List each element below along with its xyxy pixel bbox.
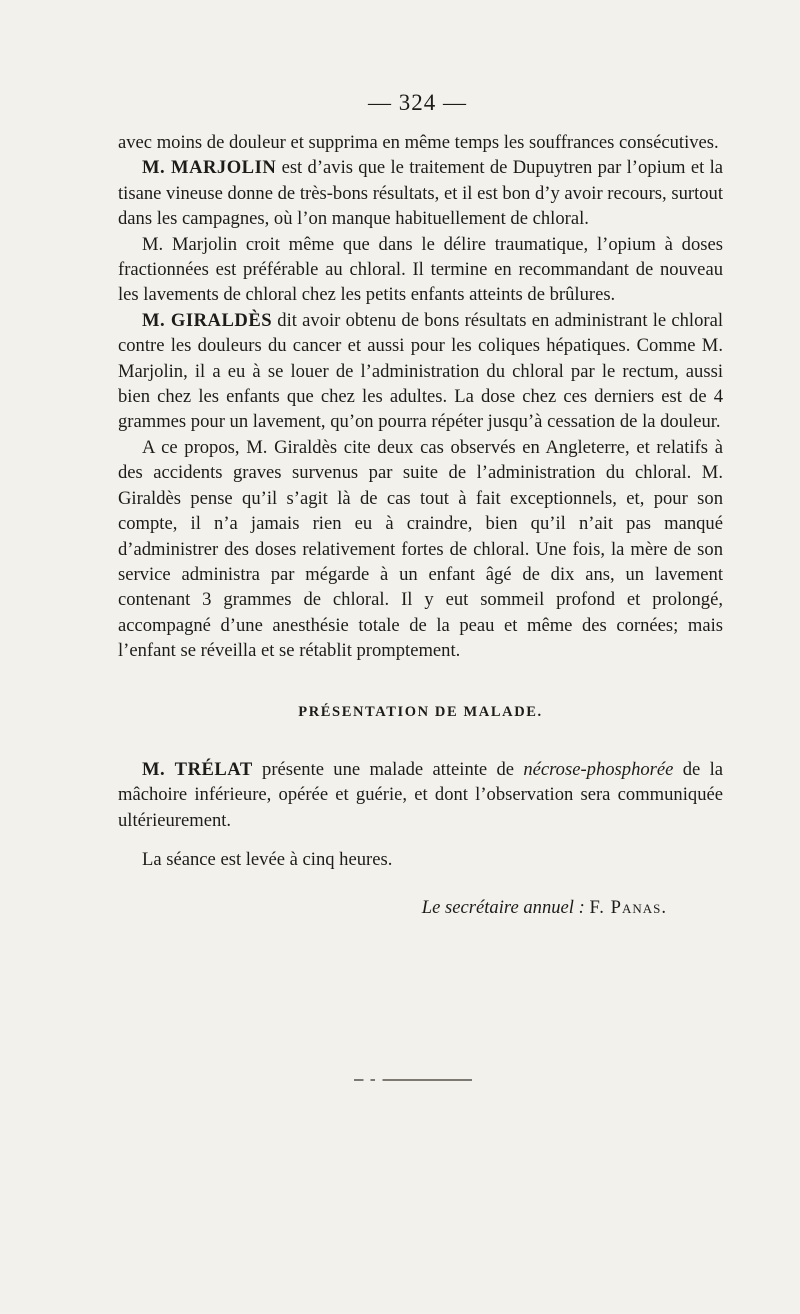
speaker-trelat: M. TRÉLAT bbox=[142, 758, 253, 780]
paragraph-5: A ce propos, M. Giraldès cite deux cas observés en Angleterre, et relatifs à des accidents graves survenus par suite de l’administration du chloral. M. Giraldès pense qu’il s’agit là de cas tout à fait exceptionnels, et, pour son compte, il n’a jamais rien eu à craindre, bien qu’il n’ait pas manqué d’administrer des doses relativement fortes de chloral. Une fois, la mère de son service administra par mégarde à un enfant âgé de dix ans, un lavement contenant 3 grammes de chloral. Il y eut sommeil profond et prolongé, accompagné d’une anesthésie totale de la peau et même des cornées; mais l’enfant se réveilla et se rétablit promptement. bbox=[118, 436, 723, 662]
body-text bbox=[118, 130, 723, 920]
signature-role: Le secrétaire annuel : bbox=[421, 896, 585, 918]
closing-rule bbox=[354, 1079, 472, 1081]
paragraph-6-italic: nécrose-phosphorée bbox=[523, 758, 674, 780]
paragraph-3: M. Marjolin croit même que dans le délire traumatique, l’opium à doses fractionnées est préférable au chloral. Il termine en recommandant de nouveau les lavements de chloral chez les petits enfants atteints de brûlures. bbox=[118, 233, 723, 306]
paragraph-6-text-a: présente une malade atteinte de bbox=[252, 758, 524, 780]
paragraph-4 bbox=[118, 308, 723, 435]
section-heading: PRÉSENTATION DE MALADE. bbox=[298, 703, 543, 720]
page-number: — 324 — bbox=[368, 90, 467, 115]
paragraph-1: avec moins de douleur et supprima en même temps les souffrances consécutives. bbox=[118, 132, 719, 153]
signature bbox=[118, 895, 723, 920]
paragraph-4-text: dit avoir obtenu de bons résultats en administrant le chloral contre les douleurs du cancer et aussi pour les coliques hépatiques. Comme M. Marjolin, il a eu à se louer de l’administration du chloral par le rectum, aussi bien chez les enfants que chez les adultes. La dose chez ces derniers est de 4 grammes pour un lavement, qu’on pourra répéter jusqu’à cessation de la douleur. bbox=[118, 309, 723, 433]
signature-name: F. Panas. bbox=[589, 896, 667, 918]
speaker-marjolin: M. MARJOLIN bbox=[142, 157, 277, 179]
paragraph-6-text-b: de la mâchoire inférieure, opérée et guérie, et dont l’observation sera communiquée ultérieurement. bbox=[118, 758, 723, 831]
closing-line: La séance est levée à cinq heures. bbox=[142, 849, 393, 871]
paragraph-6 bbox=[118, 757, 723, 833]
paragraph-2 bbox=[118, 155, 723, 231]
paragraph-2-text: est d’avis que le traitement de Dupuytren par l’opium et la tisane vineuse donne de très-bons résultats, et il est bon d’y avoir recours, surtout dans les campagnes, où l’on manque habituellement de chloral. bbox=[118, 157, 723, 230]
speaker-giraldes: M. GIRALDÈS bbox=[142, 309, 273, 331]
